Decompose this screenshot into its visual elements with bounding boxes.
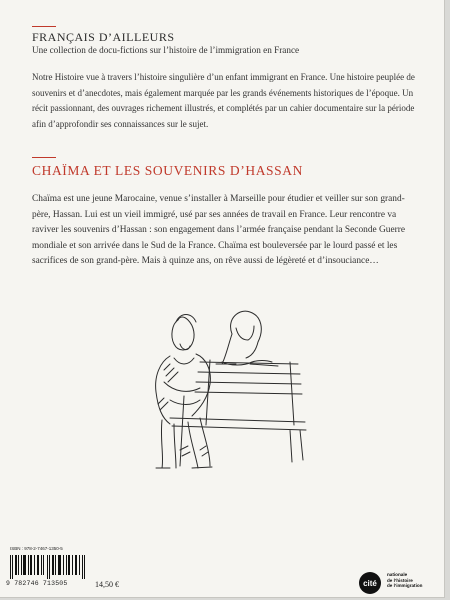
series-accent-rule <box>32 26 56 27</box>
publisher-line: nationale <box>387 572 408 577</box>
title-accent-rule <box>32 157 56 158</box>
ean-number: 9 782746 713505 <box>6 580 68 587</box>
price: 14,50 € <box>95 580 119 589</box>
publisher-line: de l’immigration <box>387 583 423 588</box>
series-subtitle: Une collection de docu-fictions sur l’histoire de l’immigration en France <box>32 45 300 55</box>
book-title: CHAÏMA ET LES SOUVENIRS D’HASSAN <box>32 163 303 178</box>
publisher-line: de l’histoire <box>387 577 413 583</box>
barcode-icon <box>10 555 88 579</box>
series-title: FRANÇAIS D’AILLEURS <box>32 30 175 44</box>
publisher-name <box>387 572 422 589</box>
isbn-text: ISBN : 978-2-7467-1350-5 <box>10 546 63 551</box>
book-summary: Chaïma est une jeune Marocaine, venue s’installer à Marseille pour étudier et veiller sur son grand-père, Hassan. Lui est un vieil immigré, usé par ses années de travail en France. Leur rencontre va raviver les souvenirs d’Hassan : son engagement dans l’armée française pendant la Seconde Guerre mondiale et son arrivée dans le Sud de la France. Chaïma est bouleversée par le lourd passé et les sacrifices de son grand-père. Mais à quinze ans, on rêve aussi de légèreté et d’insouciance… <box>32 194 406 267</box>
publisher-logo-text: cité <box>363 579 377 588</box>
cite-immigration-logo-icon <box>358 571 384 595</box>
old-man-and-girl-on-bench-illustration <box>140 300 315 472</box>
series-intro: Notre Histoire vue à travers l’histoire singulière d’un enfant immigrant en France. Une histoire peuplée de souvenirs et d’anecdotes, mais également marquée par les grands événements historiques de l’époque. Un récit passionnant, des ouvrages richement illustrés, et complétés par un cahier documentaire sur la période afin d’approfondir ses connaissances sur le sujet. <box>32 72 415 129</box>
